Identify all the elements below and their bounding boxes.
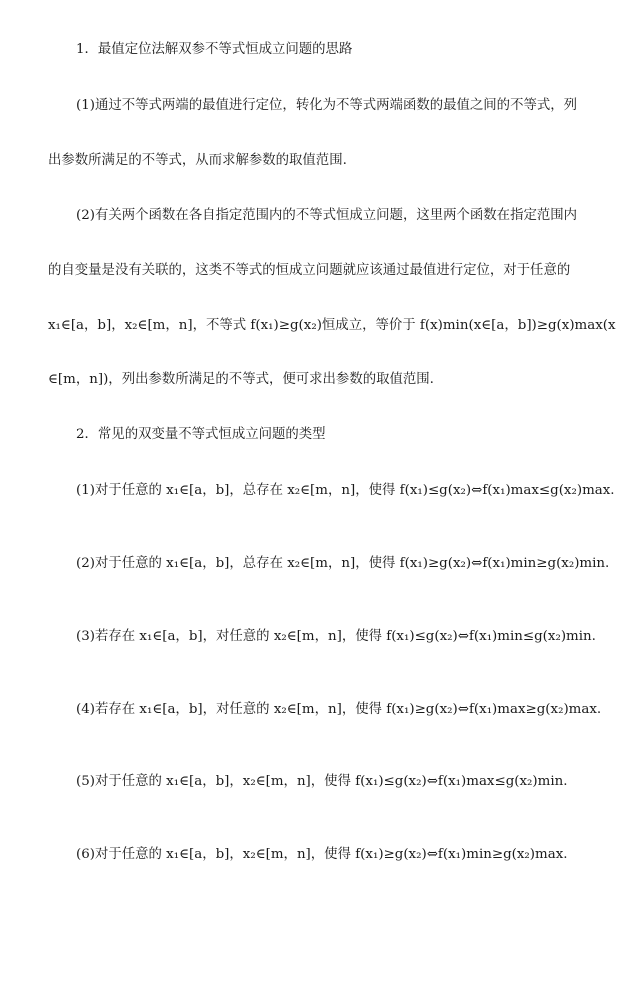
list-item: (6)对于任意的 x₁∈[a，b]，x₂∈[m，n]，使得 f(x₁)≥g(x₂)⇔f(x₁)min≥g(x₂)max.	[76, 847, 568, 862]
para1-line2: 出参数所满足的不等式，从而求解参数的取值范围.	[48, 153, 347, 168]
para2-line3: x₁∈[a，b]，x₂∈[m，n]，不等式 f(x₁)≥g(x₂)恒成立，等价于 f(x)min(x∈[a，b])≥g(x)max(x	[48, 318, 616, 333]
list-item: (3)若存在 x₁∈[a，b]，对任意的 x₂∈[m，n]，使得 f(x₁)≤g(x₂)⇔f(x₁)min≤g(x₂)min.	[76, 629, 596, 644]
list-item: (2)对于任意的 x₁∈[a，b]，总存在 x₂∈[m，n]，使得 f(x₁)≥g(x₂)⇔f(x₁)min≥g(x₂)min.	[76, 556, 610, 571]
list-item: (1)对于任意的 x₁∈[a，b]，总存在 x₂∈[m，n]，使得 f(x₁)≤g(x₂)⇔f(x₁)max≤g(x₂)max.	[76, 483, 615, 498]
list-item: (5)对于任意的 x₁∈[a，b]，x₂∈[m，n]，使得 f(x₁)≤g(x₂)⇔f(x₁)max≤g(x₂)min.	[76, 774, 568, 789]
section1-heading: 1．最值定位法解双参不等式恒成立问题的思路	[76, 42, 353, 57]
para2-line2: 的自变量是没有关联的，这类不等式的恒成立问题就应该通过最值进行定位，对于任意的	[48, 263, 571, 278]
list-item: (4)若存在 x₁∈[a，b]，对任意的 x₂∈[m，n]，使得 f(x₁)≥g(x₂)⇔f(x₁)max≥g(x₂)max.	[76, 702, 602, 717]
para2-line4: ∈[m，n])，列出参数所满足的不等式，便可求出参数的取值范围.	[48, 372, 434, 387]
para1-line1: (1)通过不等式两端的最值进行定位，转化为不等式两端函数的最值之间的不等式，列	[76, 98, 578, 113]
para2-line1: (2)有关两个函数在各自指定范围内的不等式恒成立问题，这里两个函数在指定范围内	[76, 208, 578, 223]
section2-heading: 2．常见的双变量不等式恒成立问题的类型	[76, 427, 326, 442]
